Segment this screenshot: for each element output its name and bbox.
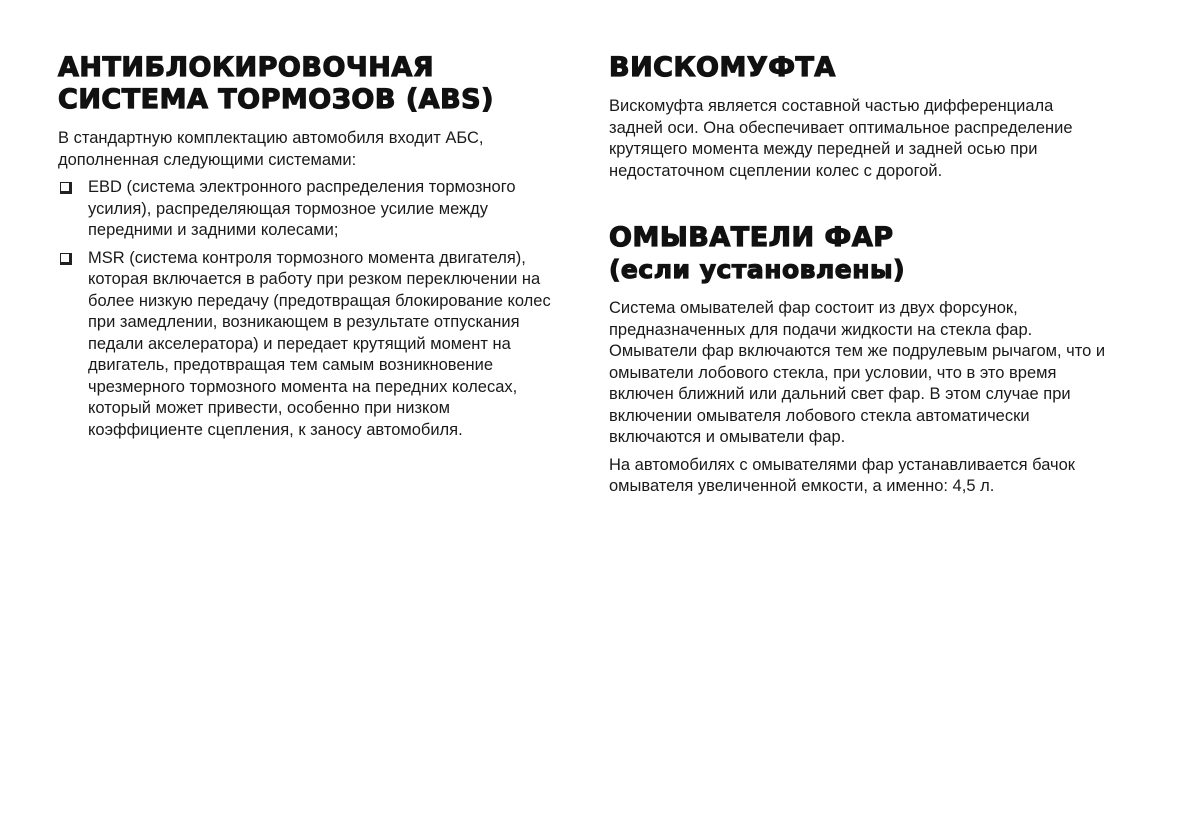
- abs-heading-line2: СИСТЕМА ТОРМОЗОВ (ABS): [58, 84, 494, 115]
- abs-heading: [58, 52, 558, 116]
- abs-heading-line1: АНТИБЛОКИРОВОЧНАЯ: [58, 52, 435, 83]
- hollow-square-bullet-icon: [60, 253, 72, 265]
- headlight-washers-heading: [609, 222, 1109, 286]
- abs-intro: В стандартную комплектацию автомобиля входит АБС, дополненная следующими системами:: [58, 129, 484, 169]
- right-column: [609, 52, 1109, 504]
- headlight-washers-title: ОМЫВАТЕЛИ ФАР: [609, 222, 894, 253]
- abs-systems-list: [58, 177, 558, 441]
- headlight-washers-section: [609, 222, 1109, 498]
- list-item-text: MSR (система контроля тормозного момента двигателя), которая включается в работу при резком переключении на более низкую передачу (предотвращая блокирование колес при замедлении, возникающем в результате отпускания педали акселератора) и передает крутящий момент на двигатель, предотвращая тем самым возникновение чрезмерного тормозного момента на передних колесах, который может привести, особенно при низком коэффициенте сцепления, к заносу автомобиля.: [88, 248, 551, 439]
- headlight-washers-subtitle: (если установлены): [609, 255, 906, 284]
- viscous-coupling-paragraph: Вискомуфта является составной частью дифференциала задней оси. Она обеспечивает оптимальное распределение крутящего момента между передней и задней осью при недостаточном сцеплении колес с дорогой.: [609, 97, 1073, 180]
- headlight-washers-paragraph-2: На автомобилях с омывателями фар устанавливается бачок омывателя увеличенной емкости, а именно: 4,5 л.: [609, 455, 1076, 495]
- viscous-coupling-heading: ВИСКОМУФТА: [609, 52, 836, 83]
- list-item-text: EBD (система электронного распределения тормозного усилия), распределяющая тормозное усилие между передними и задними колесами;: [88, 178, 516, 239]
- list-item-msr: [58, 248, 558, 442]
- hollow-square-bullet-icon: [60, 182, 72, 194]
- left-column: [58, 52, 558, 447]
- list-item-ebd: [58, 177, 558, 242]
- headlight-washers-paragraph-1: Система омывателей фар состоит из двух форсунок, предназначенных для подачи жидкости на стекла фар. Омыватели фар включаются тем же подрулевым рычагом, что и омыватели лобового стекла, при условии, что в это время включен ближний или дальний свет фар. В этом случае при включении омывателя лобового стекла автоматически включаются и омыватели фар.: [609, 299, 1106, 446]
